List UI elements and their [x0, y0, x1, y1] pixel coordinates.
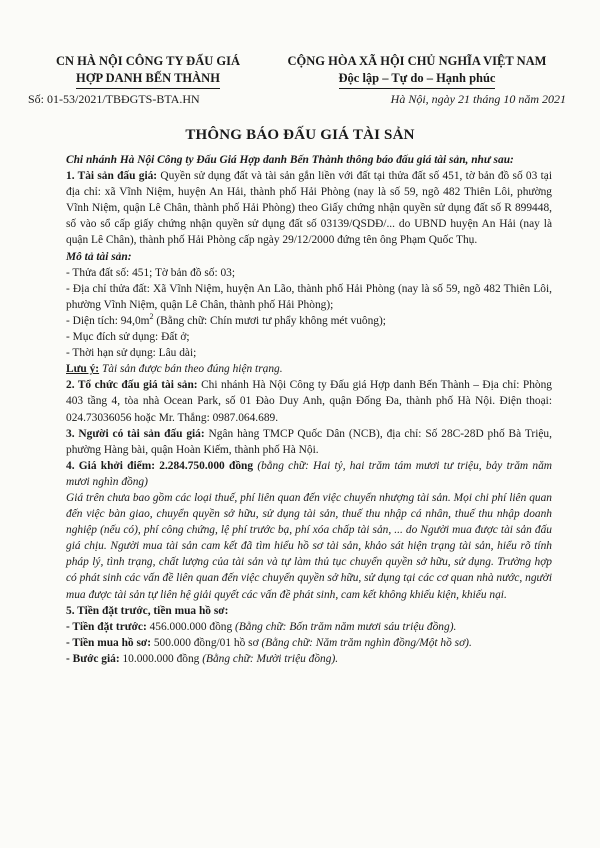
section-1-label: 1. Tài sản đấu giá: — [66, 170, 158, 183]
description-plot: - Thửa đất số: 451; Tờ bản đồ số: 03; — [66, 266, 236, 279]
description-heading: Mô tả tài sản: — [66, 250, 132, 263]
document-date: Hà Nội, ngày 21 tháng 10 năm 2021 — [390, 92, 566, 106]
bid-step-label: - Bước giá: — [66, 652, 120, 665]
area-words: (Bằng chữ: Chín mươi tư phẩy không mét vuông); — [153, 314, 386, 327]
issuer-name-line2: HỢP DANH BẾN THÀNH — [76, 70, 220, 89]
description-address: - Địa chỉ thửa đất: Xã Vĩnh Niệm, huyện An Lão, thành phố Hải Phòng (nay là số 59, ngõ 482 Thiên Lôi, phường Vĩnh Niệm, quận Lê Chân, thành phố Hải Phòng); — [66, 282, 552, 311]
deposit-line — [66, 619, 552, 635]
section-1 — [66, 168, 552, 248]
intro-paragraph: Chi nhánh Hà Nội Công ty Đấu Giá Hợp danh Bến Thành thông báo đấu giá tài sản, như sau: — [66, 154, 514, 166]
document-body — [66, 152, 552, 667]
section-1-text: Quyền sử dụng đất và tài sản gắn liền với đất tại thửa đất số 451, tờ bản đồ số 03 tại địa chỉ: xã Vĩnh Niệm, huyện An Hải, thành phố Hải Phòng (nay là số 59, ngõ 482 Thiên Lôi, phường Vĩnh Niệm, quận Lê Chân, thành phố Hải Phòng) theo Giấy chứng nhận quyền sử dụng đất số R 899448, số vào sổ cấp giấy chứng nhận quyền sử dụng đất số 03139/QSDĐ/... do UBND huyện An Hải (nay là quận Lê Chân), thành phố Hải Phòng cấp ngày 29/12/2000 đứng tên ông Phạm Quốc Thụ. — [66, 170, 552, 247]
deposit-label: - Tiền đặt trước: — [66, 620, 147, 633]
section-2 — [66, 377, 552, 425]
document-number: Số: 01-53/2021/TBĐGTS-BTA.HN — [28, 92, 200, 106]
deposit-words: (Bằng chữ: Bốn trăm năm mươi sáu triệu đồng). — [232, 620, 457, 633]
issuer-name-line1: CN HÀ NỘI CÔNG TY ĐẤU GIÁ — [55, 54, 241, 68]
note-paragraph — [66, 361, 552, 377]
note-label: Lưu ý: — [66, 363, 100, 376]
area-superscript: 2 — [149, 312, 154, 322]
nation-name: CỘNG HÒA XÃ HỘI CHỦ NGHĨA VIỆT NAM — [287, 54, 547, 68]
description-purpose: - Mục đích sử dụng: Đất ở; — [66, 331, 190, 344]
area-value: - Diện tích: 94,0m — [66, 314, 150, 327]
section-3-text: Ngân hàng TMCP Quốc Dân (NCB), địa chỉ: Số 28C-28D phố Bà Triệu, phường Hàng bài, quận Hoàn Kiếm, thành phố Hà Nội. — [66, 427, 552, 456]
description-area — [66, 313, 552, 329]
section-3 — [66, 426, 552, 458]
section-5-heading: 5. Tiền đặt trước, tiền mua hồ sơ: — [66, 604, 229, 617]
section-2-label: 2. Tổ chức đấu giá tài sản: — [66, 379, 198, 392]
section-4-words: (bằng chữ: Hai tỷ, hai trăm tám mươi tư triệu, bảy trăm năm mươi nghìn đồng) — [66, 459, 552, 488]
file-fee-value: 500.000 đồng/01 hồ sơ — [151, 636, 259, 649]
file-fee-label: - Tiền mua hồ sơ: — [66, 636, 152, 649]
issuer-header — [28, 53, 268, 108]
section-4-note: Giá trên chưa bao gồm các loại thuế, phí liên quan đến việc chuyển nhượng tài sản. Mọi chi phí liên quan đến việc bàn giao, chuyển quyền sở hữu, sử dụng tài sản, thuế thu nhập cá nhân, thuế thu nhập doanh nghiệp (nếu có), phí công chứng, lệ phí trước bạ, phí xóa chấp tài sản, ... do Người mua được tài sản đấu giá chịu. Người mua tài sản cam kết đã tìm hiểu hồ sơ tài sản, khảo sát hiện trạng tài sản, hiểu rõ tính pháp lý, tình trạng, chất lượng của tài sản và tự làm thủ tục chuyển quyền sở hữu, sử dụng. Trường hợp có phát sinh các vấn đề liên quan đến việc chuyển quyền sở hữu, sử dụng tại các cơ quan nhà nước, người mua được tài sản tự liên hệ giải quyết các vấn đề phát sinh, cam kết không khiếu kiện, khiếu nại. — [66, 491, 552, 601]
bid-step-line — [66, 651, 552, 667]
deposit-value: 456.000.000 đồng — [146, 620, 233, 633]
file-fee-words: (Bằng chữ: Năm trăm nghìn đồng/Một hồ sơ). — [258, 636, 472, 649]
note-text: Tài sản được bán theo đúng hiện trạng. — [99, 363, 283, 376]
section-3-label: 3. Người có tài sản đấu giá: — [66, 427, 205, 440]
bid-step-value: 10.000.000 đồng — [119, 652, 200, 665]
file-fee-line — [66, 635, 552, 651]
document-title: THÔNG BÁO ĐẤU GIÁ TÀI SẢN — [185, 127, 415, 143]
national-motto: Độc lập – Tự do – Hạnh phúc — [339, 70, 496, 89]
description-term: - Thời hạn sử dụng: Lâu dài; — [66, 347, 197, 360]
section-4-label: 4. Giá khởi điểm: 2.284.750.000 đồng — [66, 459, 254, 472]
section-4 — [66, 458, 552, 490]
national-header — [258, 53, 576, 108]
bid-step-words: (Bằng chữ: Mười triệu đồng). — [199, 652, 339, 665]
section-2-text: Chi nhánh Hà Nội Công ty Đấu giá Hợp danh Bến Thành – Địa chỉ: Phòng 403 tầng 4, tòa nhà Ocean Park, số 01 Đào Duy Anh, quận Đống Đa, thành phố Hà Nội. Điện thoại: 024.73036056 hoặc Mr. Thắng: 0987.064.689. — [66, 379, 553, 424]
